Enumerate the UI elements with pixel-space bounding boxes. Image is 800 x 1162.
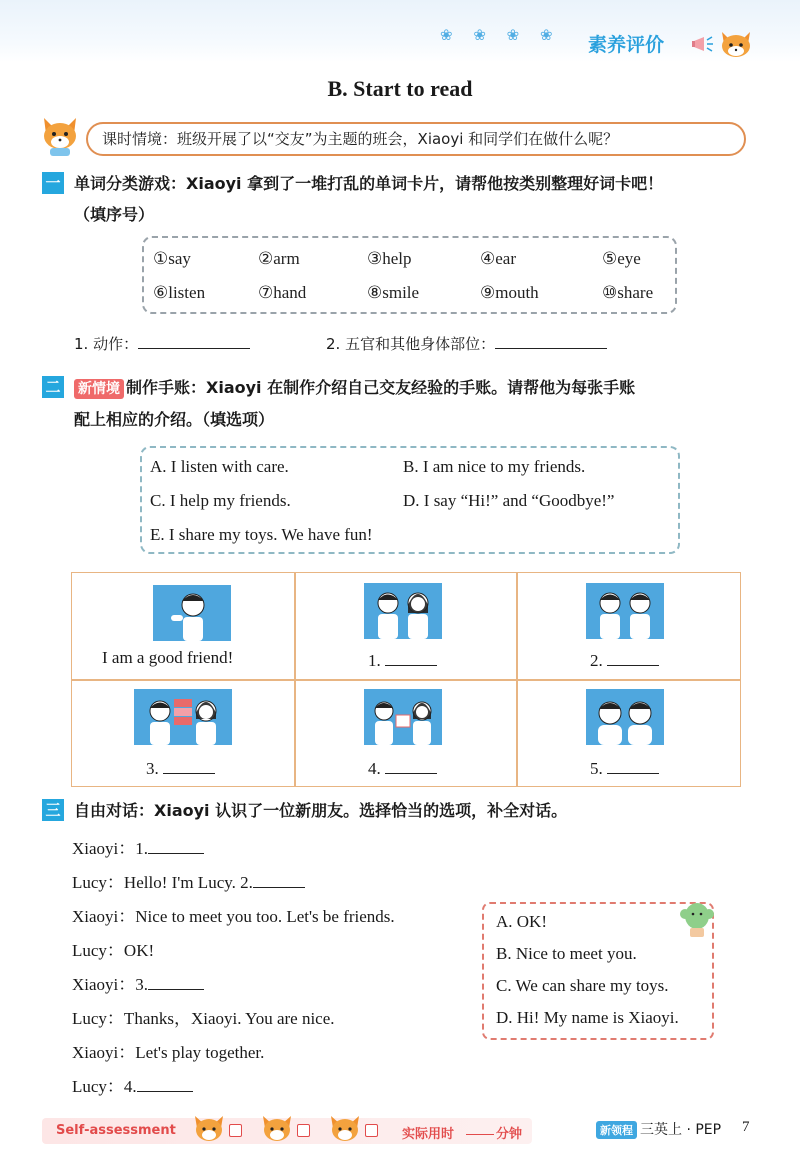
cell-caption (368, 759, 437, 779)
new-situation-tag: 新情境 (74, 379, 124, 399)
section-instruction: 配上相应的介绍。（填选项） (74, 410, 275, 429)
dialogue-line: Xiaoyi：Nice to meet you too. Let's be friends. (72, 907, 395, 926)
option-item: D. I say “Hi!” and “Goodbye!” (403, 491, 615, 510)
question-label (74, 333, 250, 354)
rating-checkbox[interactable] (229, 1124, 242, 1137)
dialogue-text: Lucy：4. (72, 1077, 137, 1096)
option-item: C. I help my friends. (150, 491, 291, 510)
answer-blank[interactable] (137, 1091, 193, 1092)
word-card: ⑨mouth (480, 283, 539, 302)
page-number: 7 (742, 1119, 750, 1135)
question-text: 1. 动作： (74, 335, 139, 353)
answer-blank[interactable] (253, 887, 305, 888)
option-item: D. Hi! My name is Xiaoyi. (496, 1008, 679, 1027)
journal-picture (586, 689, 664, 745)
answer-blank[interactable] (138, 348, 250, 349)
journal-grid (71, 572, 741, 787)
cell-caption (368, 651, 437, 671)
option-item: A. OK! (496, 912, 547, 931)
word-card: ③help (367, 249, 412, 268)
answer-blank[interactable] (607, 665, 659, 666)
option-item: B. I am nice to my friends. (403, 457, 586, 476)
option-item: A. I listen with care. (150, 457, 289, 476)
book-info: 三英上 · PEP (640, 1122, 722, 1138)
section-instruction: （填序号） (74, 205, 155, 224)
cell-number: 4. (368, 759, 381, 778)
section-number: 二 (42, 376, 64, 398)
time-blank[interactable] (466, 1134, 494, 1135)
section-instruction (74, 375, 635, 399)
self-assessment-label: Self-assessment (56, 1123, 176, 1138)
cell-number: 3. (146, 759, 159, 778)
time-unit: 分钟 (496, 1127, 523, 1142)
rating-checkbox[interactable] (365, 1124, 378, 1137)
fox-mascot-icon (38, 112, 84, 162)
option-item: C. We can share my toys. (496, 976, 669, 995)
journal-picture (586, 583, 664, 639)
dialogue-text: Lucy：Hello! I'm Lucy. 2. (72, 873, 253, 892)
section-number: 三 (42, 799, 64, 821)
answer-blank[interactable] (385, 773, 437, 774)
dialogue-line: Xiaoyi：Let's play together. (72, 1043, 265, 1062)
question-text: 2. 五官和其他身体部位： (326, 335, 496, 353)
answer-blank[interactable] (607, 773, 659, 774)
cell-number: 1. (368, 651, 381, 670)
journal-picture (134, 689, 232, 745)
cell-number: 2. (590, 651, 603, 670)
dialogue-line: Lucy：OK! (72, 941, 155, 960)
dialogue-line (72, 868, 305, 893)
megaphone-icon (692, 34, 716, 58)
rating-checkbox[interactable] (297, 1124, 310, 1137)
page-title: B. Start to read (327, 76, 473, 101)
fox-face-icon (260, 1112, 294, 1148)
word-card: ⑦hand (258, 283, 307, 302)
cactus-icon (680, 898, 714, 942)
brand-title: 素养评价 (588, 34, 665, 56)
fox-face-icon (192, 1112, 226, 1148)
word-card: ⑩share (602, 283, 654, 302)
cell-number: 5. (590, 759, 603, 778)
word-card: ⑤eye (602, 249, 641, 268)
section-instruction: 自由对话：Xiaoyi 认识了一位新朋友。选择恰当的选项，补全对话。 (74, 801, 568, 820)
option-item: E. I share my toys. We have fun! (150, 525, 373, 544)
cell-caption (590, 759, 659, 779)
dialogue-text: Xiaoyi：1. (72, 839, 149, 858)
header-band (0, 0, 800, 62)
dialogue-text: Xiaoyi：3. (72, 975, 149, 994)
dialogue-line (72, 834, 204, 859)
journal-picture (364, 583, 442, 639)
book-tag: 新领程 (596, 1121, 637, 1139)
answer-blank[interactable] (163, 773, 215, 774)
question-label (326, 333, 607, 354)
dialogue-line (72, 970, 204, 995)
dialogue-line: Lucy：Thanks，Xiaoyi. You are nice. (72, 1009, 335, 1028)
paw-icons: ❀ ❀ ❀ ❀ (440, 26, 561, 44)
cell-caption (590, 651, 659, 671)
answer-blank[interactable] (148, 853, 204, 854)
instruction-text: 制作手账：Xiaoyi 在制作介绍自己交友经验的手账。请帮他为每张手账 (126, 378, 636, 397)
fox-mascot-icon (718, 26, 754, 66)
fox-face-icon (328, 1112, 362, 1148)
word-card: ①say (153, 249, 191, 268)
cell-caption: I am a good friend! (102, 648, 234, 667)
journal-picture (153, 585, 231, 641)
time-label: 实际用时 (402, 1127, 455, 1142)
answer-blank[interactable] (148, 989, 204, 990)
word-card: ⑧smile (367, 283, 420, 302)
situation-bubble: 课时情境：班级开展了以“交友”为主题的班会，Xiaoyi 和同学们在做什么呢？ (86, 122, 746, 156)
dialogue-line (72, 1072, 193, 1097)
word-card: ⑥listen (153, 283, 206, 302)
section-number: 一 (42, 172, 64, 194)
word-card: ②arm (258, 249, 300, 268)
journal-picture (364, 689, 442, 745)
option-item: B. Nice to meet you. (496, 944, 637, 963)
grid-divider (72, 679, 740, 681)
answer-blank[interactable] (385, 665, 437, 666)
section-instruction: 单词分类游戏：Xiaoyi 拿到了一堆打乱的单词卡片，请帮他按类别整理好词卡吧！ (74, 174, 664, 193)
answer-blank[interactable] (495, 348, 607, 349)
word-card: ④ear (480, 249, 516, 268)
cell-caption (146, 759, 215, 779)
